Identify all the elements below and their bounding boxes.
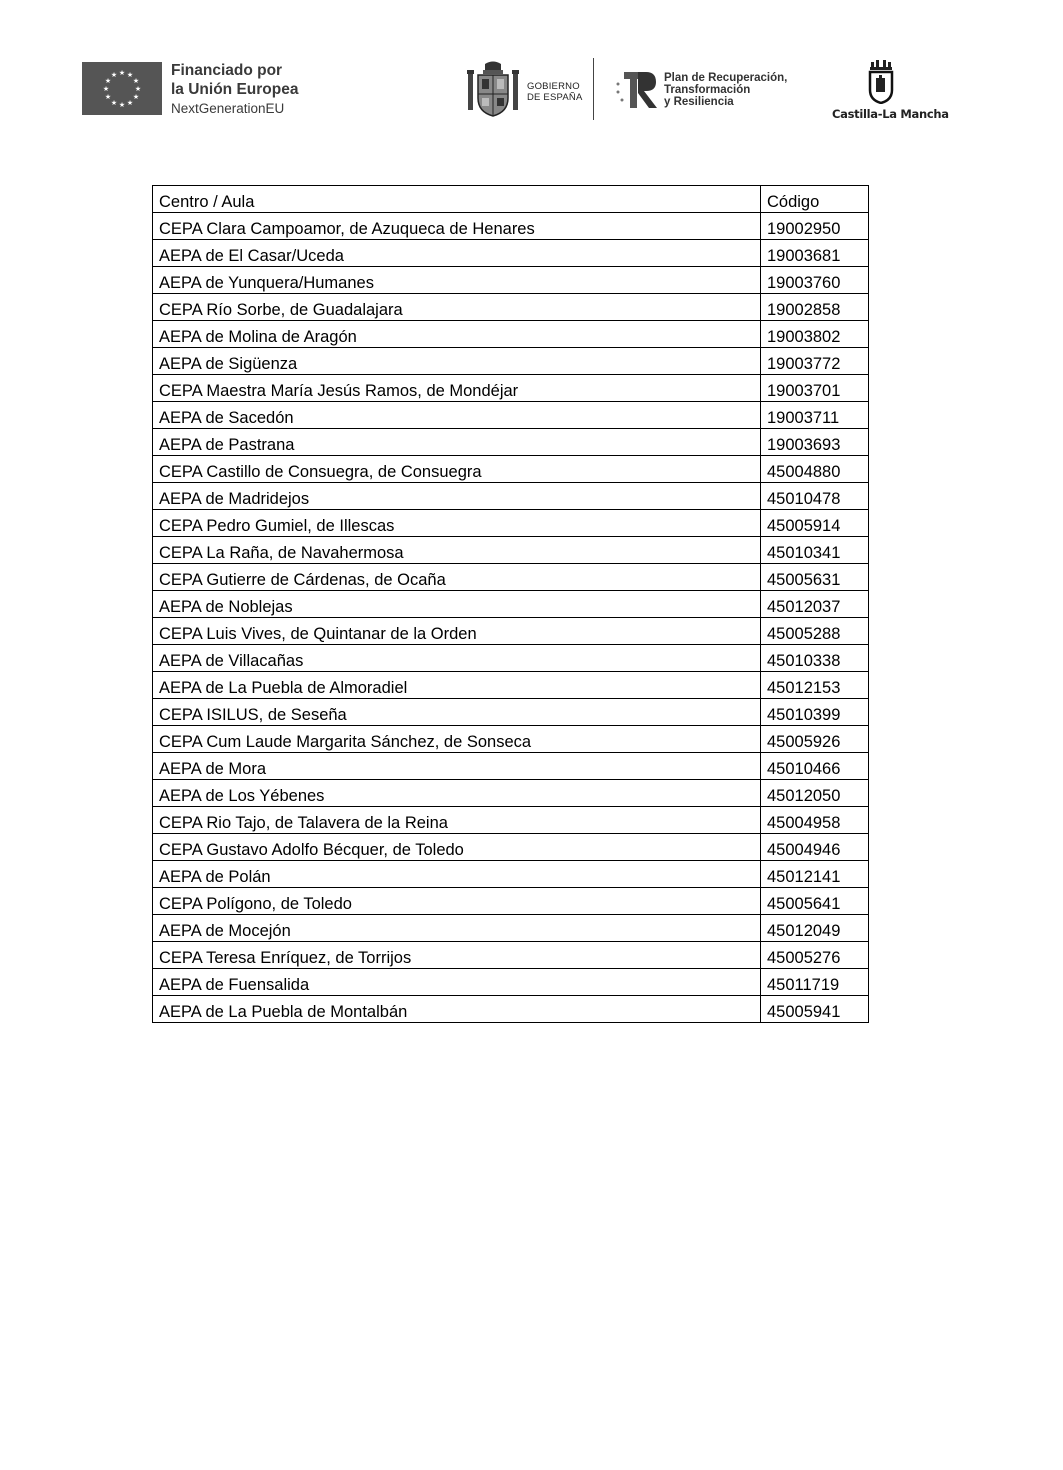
table-row [153,807,869,834]
center-name-cell: CEPA Gustavo Adolfo Bécquer, de Toledo [153,834,761,861]
center-code-cell: 45011719 [761,969,869,996]
center-code-cell: 19003711 [761,402,869,429]
svg-text:★: ★ [134,85,142,93]
center-name-cell: AEPA de El Casar/Uceda [153,240,761,267]
table-row [153,537,869,564]
center-code-cell: 45005631 [761,564,869,591]
center-name-cell: AEPA de Molina de Aragón [153,321,761,348]
table-row [153,861,869,888]
center-code-cell: 45012141 [761,861,869,888]
center-name-cell: CEPA Gutierre de Cárdenas, de Ocaña [153,564,761,591]
center-code-cell: 45005926 [761,726,869,753]
table-row [153,321,869,348]
table-row [153,375,869,402]
center-code-cell: 19003701 [761,375,869,402]
center-name-cell: AEPA de La Puebla de Montalbán [153,996,761,1023]
column-header-center: Centro / Aula [153,186,761,213]
center-name-cell: AEPA de Polán [153,861,761,888]
center-code-cell: 19003772 [761,348,869,375]
table-row [153,996,869,1023]
table-row [153,942,869,969]
table-row [153,483,869,510]
eu-funding-line1: Financiado por [171,62,283,79]
center-name-cell: CEPA Pedro Gumiel, de Illescas [153,510,761,537]
svg-text:★: ★ [126,99,134,107]
table-row [153,618,869,645]
table-row [153,915,869,942]
center-name-cell: AEPA de Los Yébenes [153,780,761,807]
table-row [153,213,869,240]
eu-funding-text [171,61,298,118]
gobierno-line2: DE ESPAÑA [527,92,583,103]
center-code-cell: 45010338 [761,645,869,672]
prtr-line2: Transformación [664,84,751,96]
center-code-cell: 19002950 [761,213,869,240]
column-header-code: Código [761,186,869,213]
center-name-cell: AEPA de Noblejas [153,591,761,618]
table-row [153,267,869,294]
table-body [153,213,869,1023]
center-name-cell: AEPA de La Puebla de Almoradiel [153,672,761,699]
center-code-cell: 45005288 [761,618,869,645]
logo-divider [593,58,594,120]
center-name-cell: AEPA de Madridejos [153,483,761,510]
center-name-cell: AEPA de Yunquera/Humanes [153,267,761,294]
center-code-cell: 45012037 [761,591,869,618]
center-name-cell: CEPA Clara Campoamor, de Azuqueca de Henares [153,213,761,240]
svg-text:★: ★ [132,93,140,101]
castilla-la-mancha-emblem-icon [866,58,896,104]
table-row [153,834,869,861]
svg-text:★: ★ [104,93,112,101]
center-name-cell: CEPA Teresa Enríquez, de Torrijos [153,942,761,969]
table-row [153,240,869,267]
center-code-cell: 45005914 [761,510,869,537]
table-row [153,726,869,753]
svg-text:★: ★ [110,71,118,79]
table-row [153,753,869,780]
center-name-cell: CEPA Río Sorbe, de Guadalajara [153,294,761,321]
center-code-cell: 45004880 [761,456,869,483]
center-name-cell: CEPA ISILUS, de Seseña [153,699,761,726]
center-name-cell: AEPA de Sacedón [153,402,761,429]
center-code-cell: 45012153 [761,672,869,699]
center-code-cell: 45005641 [761,888,869,915]
center-code-cell: 45010478 [761,483,869,510]
gobierno-line1: GOBIERNO [527,81,580,92]
center-name-cell: CEPA Luis Vives, de Quintanar de la Orden [153,618,761,645]
table-row [153,780,869,807]
table-row [153,591,869,618]
svg-text:★: ★ [132,77,140,85]
table-row [153,672,869,699]
table-row [153,402,869,429]
prtr-text [664,72,787,108]
svg-text:★: ★ [104,77,112,85]
table-row [153,456,869,483]
center-code-cell: 45004946 [761,834,869,861]
center-code-cell: 45005941 [761,996,869,1023]
table-row [153,294,869,321]
center-name-cell: CEPA Polígono, de Toledo [153,888,761,915]
center-code-cell: 45010399 [761,699,869,726]
center-code-cell: 19003802 [761,321,869,348]
center-name-cell: AEPA de Villacañas [153,645,761,672]
prtr-logo-icon [614,70,660,110]
center-code-cell: 45012050 [761,780,869,807]
center-code-cell: 19003681 [761,240,869,267]
table-row [153,645,869,672]
castilla-la-mancha-text: Castilla-La Mancha [832,107,949,121]
svg-text:★: ★ [110,99,118,107]
center-name-cell: CEPA La Raña, de Navahermosa [153,537,761,564]
svg-text:★: ★ [126,71,134,79]
center-name-cell: AEPA de Pastrana [153,429,761,456]
prtr-line1: Plan de Recuperación, [664,72,788,84]
eu-funding-line3: NextGenerationEU [171,101,285,116]
svg-text:★: ★ [118,69,126,77]
table-row [153,888,869,915]
center-code-cell: 19003760 [761,267,869,294]
center-code-cell: 19003693 [761,429,869,456]
center-name-cell: AEPA de Mocejón [153,915,761,942]
center-code-cell: 45004958 [761,807,869,834]
table-row [153,564,869,591]
center-name-cell: CEPA Rio Tajo, de Talavera de la Reina [153,807,761,834]
svg-text:★: ★ [102,85,110,93]
prtr-line3: y Resiliencia [664,96,734,108]
spain-coat-of-arms-icon [466,60,520,118]
table-row [153,969,869,996]
center-name-cell: AEPA de Sigüenza [153,348,761,375]
center-code-cell: 45012049 [761,915,869,942]
center-name-cell: AEPA de Mora [153,753,761,780]
gobierno-espana-text [527,81,582,103]
center-code-cell: 45005276 [761,942,869,969]
table-row [153,510,869,537]
center-code-cell: 45010466 [761,753,869,780]
center-name-cell: CEPA Maestra María Jesús Ramos, de Mondéjar [153,375,761,402]
table-header-row [153,186,869,213]
eu-funding-line2: la Unión Europea [171,81,299,98]
table-row [153,429,869,456]
center-name-cell: CEPA Castillo de Consuegra, de Consuegra [153,456,761,483]
table-row [153,699,869,726]
center-name-cell: AEPA de Fuensalida [153,969,761,996]
table-row [153,348,869,375]
eu-stars-icon [82,62,162,115]
eu-flag-logo [82,62,162,115]
center-name-cell: CEPA Cum Laude Margarita Sánchez, de Sonseca [153,726,761,753]
center-code-cell: 19002858 [761,294,869,321]
centers-table [152,185,869,1023]
center-code-cell: 45010341 [761,537,869,564]
svg-text:★: ★ [118,101,126,109]
